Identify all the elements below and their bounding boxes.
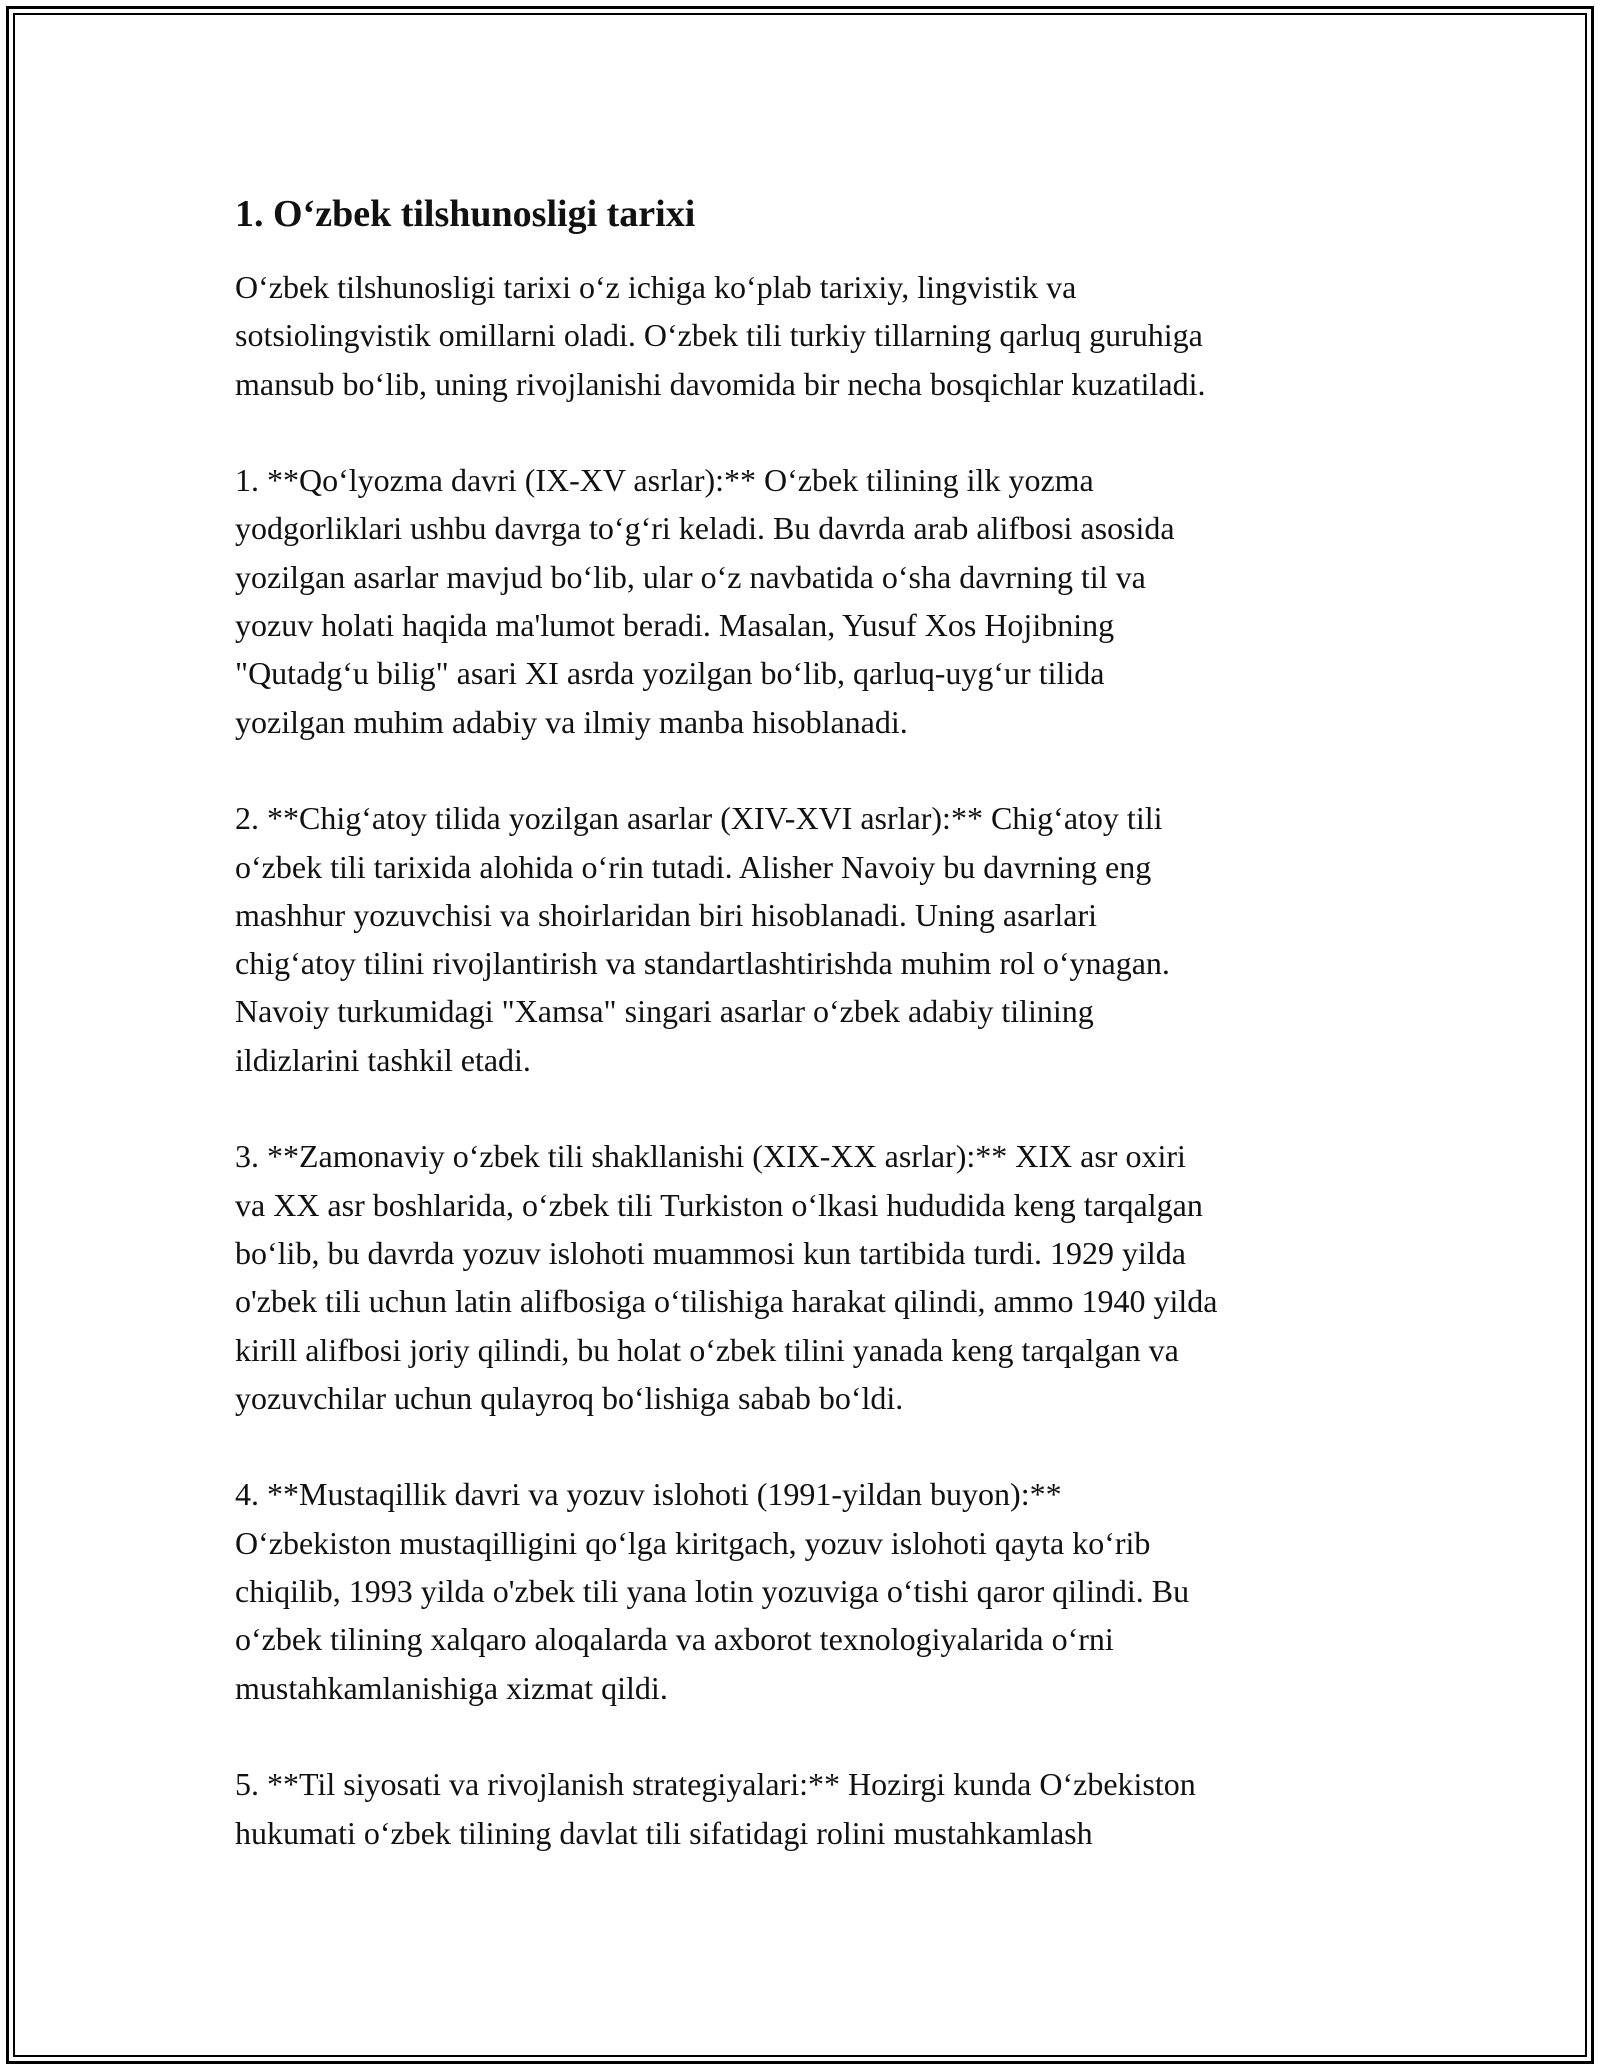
text-line: 2. **Chig‘atoy tilida yozilgan asarlar (XIV-XVI asrlar):** Chig‘atoy tili [235,800,1163,837]
text-line: hukumati o‘zbek tilining davlat tili sifatidagi rolini mustahkamlash [235,1814,1093,1851]
text-line: chiqilib, 1993 yilda o'zbek tili yana lotin yozuviga o‘tishi qaror qilindi. Bu [235,1573,1190,1610]
text-line: mashhur yozuvchisi va shoirlaridan biri hisoblanadi. Uning asarlari [235,896,1098,933]
text-line: ildizlarini tashkil etadi. [235,1041,531,1078]
text-line: mansub bo‘lib, uning rivojlanishi davomida bir necha bosqichlar kuzatiladi. [235,365,1206,402]
section-5-paragraph [235,1760,1365,1857]
text-line: yozuv holati haqida ma'lumot beradi. Masalan, Yusuf Xos Hojibning [235,607,1115,644]
text-line: bo‘lib, bu davrda yozuv islohoti muammosi kun tartibida turdi. 1929 yilda [235,1234,1186,1271]
text-line: O‘zbekiston mustaqilligini qo‘lga kiritgach, yozuv islohoti qayta ko‘rib [235,1524,1151,1561]
section-2-paragraph [235,794,1365,1084]
text-line: "Qutadg‘u bilig" asari XI asrda yozilgan bo‘lib, qarluq-uyg‘ur tilida [235,655,1105,692]
text-line: chig‘atoy tilini rivojlantirish va standartlashtirishda muhim rol o‘ynagan. [235,945,1170,982]
text-line: mustahkamlanishiga xizmat qildi. [235,1669,668,1706]
text-line: va XX asr boshlarida, o‘zbek tili Turkiston o‘lkasi hududida keng tarqalgan [235,1186,1203,1223]
text-line: o‘zbek tilining xalqaro aloqalarda va axborot texnologiyalarida o‘rni [235,1621,1114,1658]
text-line: Navoiy turkumidagi "Xamsa" singari asarlar o‘zbek adabiy tilining [235,993,1094,1030]
text-line: 3. **Zamonaviy o‘zbek tili shakllanishi (XIX-XX asrlar):** XIX asr oxiri [235,1138,1186,1175]
text-line: yozuvchilar uchun qulayroq bo‘lishiga sabab bo‘ldi. [235,1379,904,1416]
document-title: 1. O‘zbek tilshunosligi tarixi [235,193,696,235]
text-line: O‘zbek tilshunosligi tarixi o‘z ichiga ko‘plab tarixiy, lingvistik va [235,269,1077,305]
text-line: o'zbek tili uchun latin alifbosiga o‘tilishiga harakat qilindi, ammo 1940 yilda [235,1283,1218,1320]
text-line: 1. **Qo‘lyozma davri (IX-XV asrlar):** O‘zbek tilining ilk yozma [235,462,1094,499]
text-line: yozilgan asarlar mavjud bo‘lib, ular o‘z navbatida o‘sha davrning til va [235,558,1146,595]
section-3-paragraph [235,1132,1365,1422]
document-page [235,186,1365,1905]
section-1-paragraph [235,456,1365,746]
text-line: yodgorliklari ushbu davrga to‘g‘ri keladi. Bu davrda arab alifbosi asosida [235,510,1175,547]
intro-paragraph [235,263,1365,408]
text-line: 4. **Mustaqillik davri va yozuv islohoti (1991-yildan buyon):** [235,1476,1062,1513]
text-line: o‘zbek tili tarixida alohida o‘rin tutadi. Alisher Navoiy bu davrning eng [235,848,1152,885]
section-4-paragraph [235,1470,1365,1711]
text-line: sotsiolingvistik omillarni oladi. O‘zbek tili turkiy tillarning qarluq guruhiga [235,317,1203,354]
text-line: kirill alifbosi joriy qilindi, bu holat o‘zbek tilini yanada keng tarqalgan va [235,1331,1179,1368]
text-line: yozilgan muhim adabiy va ilmiy manba hisoblanadi. [235,703,908,740]
text-line: 5. **Til siyosati va rivojlanish strategiyalari:** Hozirgi kunda O‘zbekiston [235,1766,1196,1803]
